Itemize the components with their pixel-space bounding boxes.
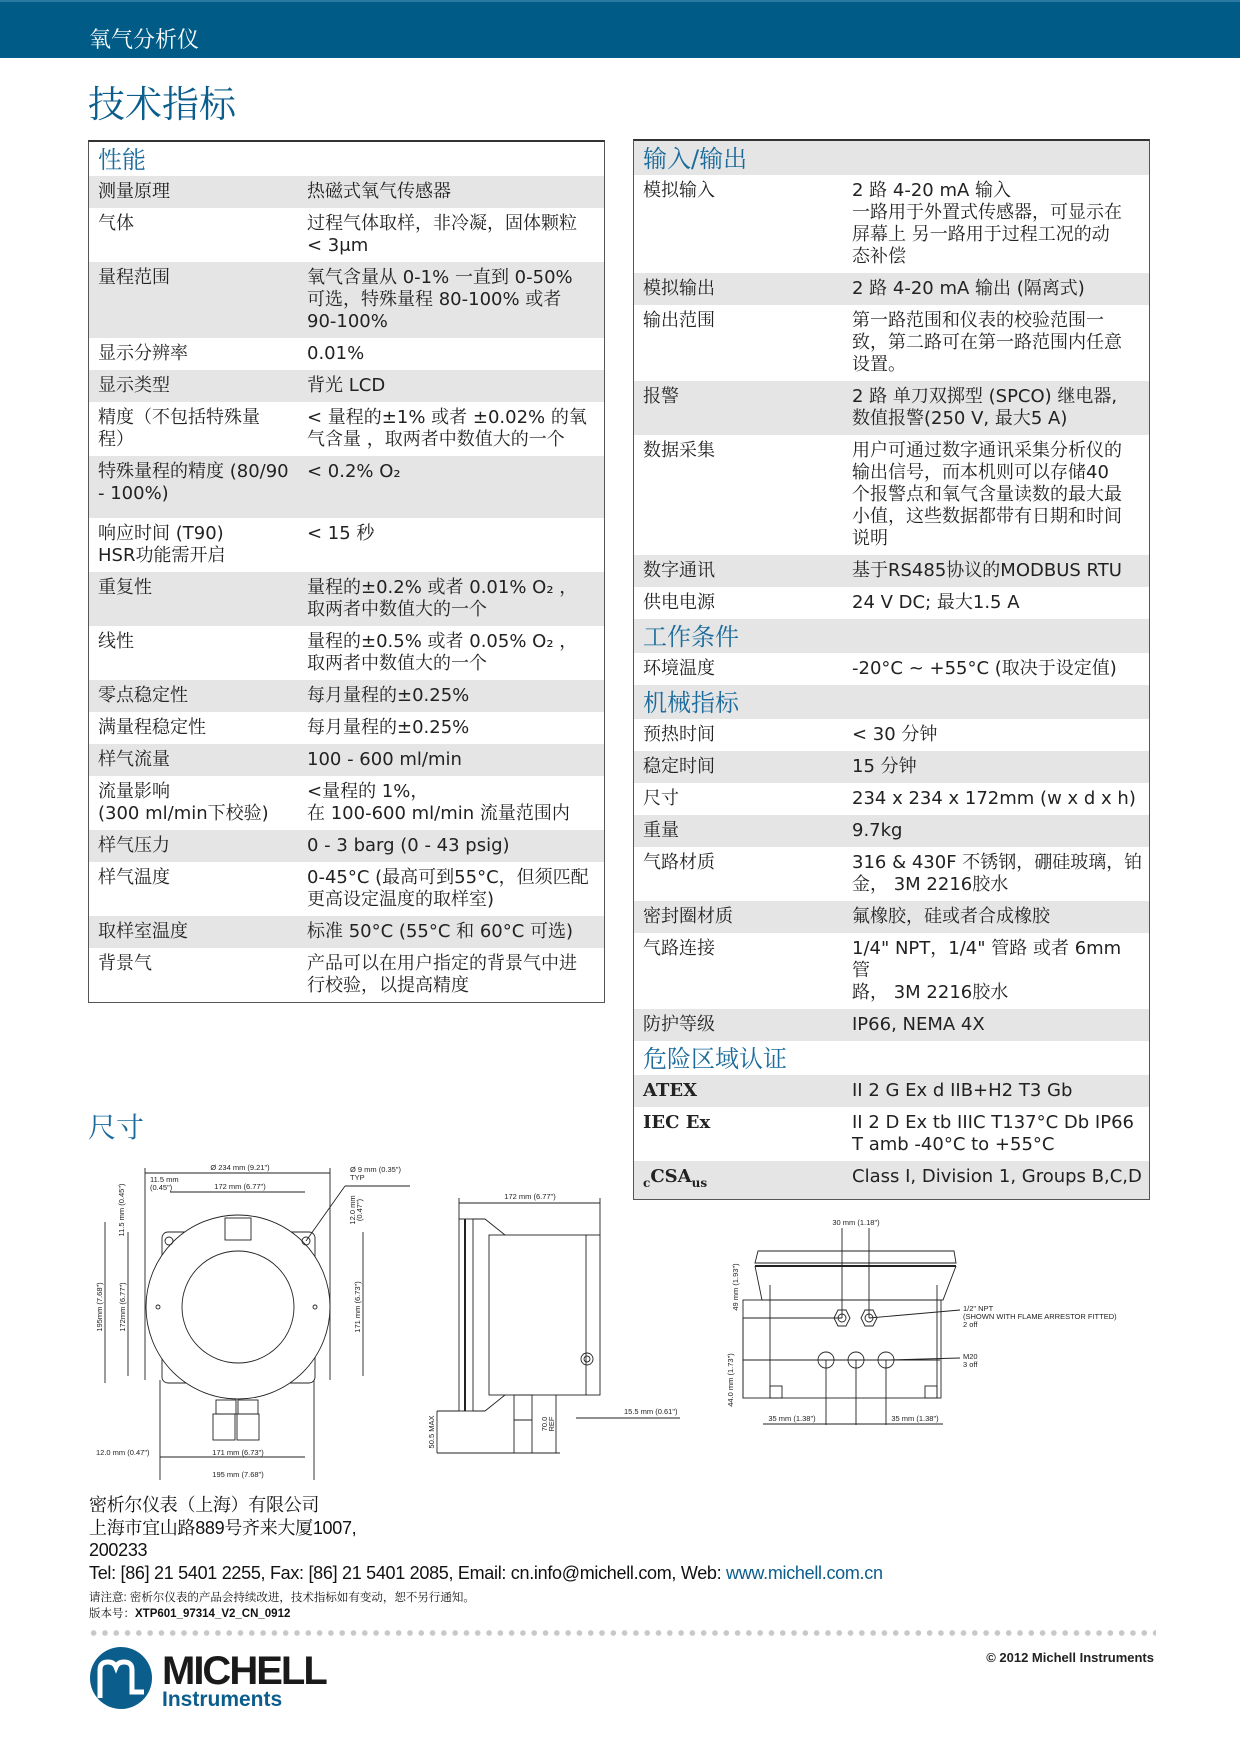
npt-label: 1/2" NPT (963, 1304, 994, 1313)
spec-row (89, 262, 604, 338)
spec-value: 用户可通过数字通讯采集分析仪的 输出信号，而本机则可以存储40 个报警点和氧气含量读数的最大最 小值，这些数据都带有日期和时间 说明 (852, 440, 1122, 549)
spec-row (634, 381, 1149, 435)
spec-value: < 量程的±1% 或者 ±0.02% 的氧 气含量 ，取两者中数值大的一个 (307, 407, 587, 450)
spec-value: 2 路 单刀双掷型 (SPCO) 继电器, 数值报警(250 V, 最大5 A) (852, 386, 1118, 429)
section-heading: 工作条件 (634, 619, 1149, 653)
spec-label: 背景气 (98, 953, 152, 974)
postcode: 200233 (89, 1540, 148, 1560)
dim-hole-label: Ø 9 mm (0.35") (350, 1165, 402, 1174)
logo-subtitle: Instruments (162, 1688, 283, 1711)
bottom-view-labels (726, 1218, 1117, 1423)
spec-label: 样气温度 (98, 867, 170, 888)
spec-value: 100 - 600 ml/min (307, 749, 462, 770)
spec-label: 环境温度 (643, 658, 715, 679)
contact-line (89, 1562, 883, 1585)
spec-row (634, 815, 1149, 847)
spec-value: < 15 秒 (307, 523, 375, 544)
spec-row (89, 948, 604, 1002)
company-name: 密析尔仪表（上海）有限公司 (89, 1495, 320, 1515)
dim-height-195-label: 195mm (7.68") (95, 1282, 104, 1332)
side-depth-label: 15.5 mm (0.61") (624, 1407, 678, 1416)
spec-label: 模拟输出 (643, 278, 715, 299)
dim-bottom-171-label: 171 mm (6.73") (212, 1448, 264, 1457)
spec-value: < 0.2% O₂ (307, 461, 401, 482)
website-link[interactable]: www.michell.com.cn (726, 1562, 883, 1583)
spec-label: 气体 (98, 213, 134, 234)
bottom-view-drawing (743, 1228, 960, 1425)
spec-value: Class I, Division 1, Groups B,C,D (852, 1166, 1142, 1187)
spec-row (89, 572, 604, 626)
spec-row (89, 712, 604, 744)
spec-label: 稳定时间 (643, 756, 715, 777)
spec-label: 样气压力 (98, 835, 170, 856)
spec-row (89, 338, 604, 370)
spec-value: 基于RS485协议的MODBUS RTU (852, 560, 1122, 581)
spec-label: 显示分辨率 (98, 343, 188, 364)
dim-height-171-label: 171 mm (6.73") (353, 1281, 362, 1333)
spec-value: 氟橡胶，硅或者合成橡胶 (852, 906, 1050, 927)
dotted-divider (88, 1630, 1156, 1636)
cert-mark: CSA (650, 1166, 692, 1187)
spec-row (634, 933, 1149, 1009)
spec-row (89, 208, 604, 262)
spec-value: IP66, NEMA 4X (852, 1014, 985, 1035)
spec-row (634, 1075, 1149, 1107)
section-heading: 危险区域认证 (643, 1045, 787, 1073)
spec-value: 1/4" NPT，1/4" 管路 或者 6mm 管 路， 3M 2216胶水 (852, 938, 1122, 1003)
dim-right-offset-label: 12.0 mm (348, 1195, 357, 1225)
page-title: 技术指标 (88, 83, 236, 126)
dim-height-172-label: 172mm (6.77") (118, 1282, 127, 1332)
spec-value: 0-45°C (最高可到55°C，但须匹配 更高设定温度的取样室) (307, 867, 589, 910)
bottom-35-left-label: 35 mm (1.38") (768, 1414, 816, 1423)
spec-label: 防护等级 (643, 1014, 715, 1035)
version-number: XTP601_97314_V2_CN_0912 (135, 1608, 291, 1620)
spec-label: 响应时间 (T90) HSR功能需开启 (98, 523, 226, 566)
section-heading: 机械指标 (634, 685, 1149, 719)
spec-value: 0 - 3 barg (0 - 43 psig) (307, 835, 510, 856)
dim-bottom-offset-label: 12.0 mm (0.47") (96, 1448, 150, 1457)
bottom-height-44-label: 44.0 mm (1.73") (726, 1353, 735, 1407)
spec-row (634, 305, 1149, 381)
npt-note-label: (SHOWN WITH FLAME ARRESTOR FITTED) (963, 1312, 1117, 1321)
spec-row (634, 719, 1149, 751)
section-heading: 输入/输出 (634, 141, 1149, 175)
logo-wordmark: MICHELL (162, 1649, 326, 1693)
spec-label: 模拟输入 (643, 180, 715, 201)
spec-label: 精度（不包括特殊量 程） (98, 407, 260, 450)
spec-value: 316 & 430F 不锈钢，硼硅玻璃，铂 金， 3M 2216胶水 (852, 852, 1143, 895)
spec-row (634, 175, 1149, 273)
spec-label: 气路连接 (643, 938, 715, 959)
spec-value: 0.01% (307, 343, 365, 364)
spec-label: IEC Ex (643, 1112, 711, 1133)
io-mechanical-spec-table (633, 139, 1150, 1200)
spec-row (89, 176, 604, 208)
michell-logo (90, 1646, 350, 1716)
spec-label: 线性 (98, 631, 134, 652)
company-address (89, 1494, 883, 1584)
section-heading: 性能 (98, 146, 146, 174)
spec-row (634, 847, 1149, 901)
side-width-label: 172 mm (6.77") (504, 1192, 556, 1201)
spec-row (89, 776, 604, 830)
spec-value: 每月量程的±0.25% (307, 685, 470, 706)
spec-row (89, 862, 604, 916)
m20-count-label: 3 off (963, 1360, 978, 1369)
spec-label: 特殊量程的精度 (80/90 - 100%) (98, 461, 289, 504)
street-address: 上海市宜山路889号齐来大厦1007, (89, 1517, 357, 1538)
spec-value: -20°C ~ +55°C (取决于设定值) (852, 658, 1117, 679)
spec-value: II 2 D Ex tb IIIC T137°C Db IP66 T amb -40°C to +55°C (852, 1112, 1134, 1155)
spec-label: 数字通讯 (643, 560, 715, 581)
spec-value: 热磁式氧气传感器 (307, 181, 451, 202)
spec-value: 背光 LCD (307, 375, 386, 396)
spec-value: II 2 G Ex d IIB+H2 T3 Gb (852, 1080, 1073, 1101)
spec-label: 显示类型 (98, 375, 170, 396)
spec-label: ATEX (643, 1080, 698, 1101)
spec-value: 量程的±0.2% 或者 0.01% O₂ ， 取两者中数值大的一个 (307, 577, 578, 620)
spec-value: 每月量程的±0.25% (307, 717, 470, 738)
spec-label: 取样室温度 (98, 921, 188, 942)
spec-label: 零点稳定性 (98, 685, 188, 706)
header-bar (0, 0, 1240, 58)
footer-notes (89, 1590, 475, 1622)
spec-value: 2 路 4-20 mA 输入 一路用于外置式传感器，可显示在 屏幕上 另一路用于过程工况的动 态补偿 (852, 180, 1122, 267)
bottom-35-right-label: 35 mm (1.38") (891, 1414, 939, 1423)
m20-label: M20 (963, 1352, 978, 1361)
dim-bottom-195-label: 195 mm (7.68") (212, 1470, 264, 1479)
spec-label: 流量影响 (300 ml/min下校验) (98, 781, 269, 824)
dim-vertical-offset-label: 11.5 mm (0.45") (117, 1183, 126, 1237)
spec-value: 15 分钟 (852, 756, 917, 777)
spec-value: 24 V DC; 最大1.5 A (852, 592, 1020, 613)
cert-suffix: us (691, 1176, 708, 1190)
side-max-label: 50.5 MAX (427, 1415, 436, 1449)
product-name: 氧气分析仪 (89, 28, 200, 53)
spec-label: 满量程稳定性 (98, 717, 206, 738)
spec-row (634, 1009, 1149, 1041)
spec-row (89, 626, 604, 680)
spec-value: <量程的 1%， 在 100-600 ml/min 流量范围内 (307, 781, 570, 824)
dim-diameter-label: Ø 234 mm (9.21") (210, 1163, 270, 1172)
spec-label: 量程范围 (98, 267, 170, 288)
spec-row (634, 587, 1149, 619)
spec-value: 第一路范围和仪表的校验范围一 致，第二路可在第一路范围内任意 设置。 (852, 310, 1122, 375)
spec-row (634, 653, 1149, 685)
spec-label: 输出范围 (643, 310, 715, 331)
spec-row (89, 680, 604, 712)
spec-row (634, 751, 1149, 783)
spec-row (89, 402, 604, 456)
dim-right-offset-inch-label: (0.47") (355, 1198, 364, 1222)
contact-info: Tel: [86] 21 5401 2255, Fax: [86] 21 5401 2085, Email: cn.info@michell.com, Web: (89, 1562, 727, 1583)
bottom-spacing-label: 30 mm (1.18") (832, 1218, 880, 1227)
spec-row (634, 783, 1149, 815)
side-ref-label: 70.0 (540, 1416, 549, 1432)
spec-value: 量程的±0.5% 或者 0.05% O₂ ， 取两者中数值大的一个 (307, 631, 578, 674)
spec-label: 气路材质 (643, 852, 715, 873)
front-view-drawing (105, 1168, 410, 1480)
side-ref-suffix-label: REF (547, 1416, 556, 1432)
copyright: © 2012 Michell Instruments (986, 1650, 1154, 1665)
spec-value: 产品可以在用户指定的背景气中进 行校验，以提高精度 (307, 953, 577, 996)
version-line (89, 1606, 475, 1622)
spec-label: 密封圈材质 (643, 906, 733, 927)
dim-width-label: 172 mm (6.77") (214, 1182, 266, 1191)
spec-value: 2 路 4-20 mA 输出 (隔离式) (852, 278, 1085, 299)
spec-label: 尺寸 (643, 788, 679, 809)
spec-label: 供电电源 (643, 592, 715, 613)
spec-row (89, 456, 604, 518)
spec-row (634, 273, 1149, 305)
cert-prefix: c (643, 1176, 651, 1190)
spec-row (634, 901, 1149, 933)
dim-offset-inch-label: (0.45") (150, 1183, 173, 1192)
spec-row (89, 916, 604, 948)
change-notice: 请注意: 密析尔仪表的产品会持续改进，技术指标如有变动，恕不另行通知。 (89, 1592, 475, 1604)
spec-label: 数据采集 (643, 440, 715, 461)
spec-value: 标准 50°C (55°C 和 60°C 可选) (307, 921, 574, 942)
npt-count-label: 2 off (963, 1320, 978, 1329)
spec-label: 报警 (643, 386, 679, 407)
spec-value: 9.7kg (852, 820, 903, 841)
spec-value: 氧气含量从 0-1% 一直到 0-50% 可选，特殊量程 80-100% 或者 90-100% (307, 267, 573, 332)
spec-row (89, 744, 604, 776)
spec-row (634, 555, 1149, 587)
spec-label: 重复性 (98, 577, 152, 598)
spec-value: 234 x 234 x 172mm (w x d x h) (852, 788, 1136, 809)
spec-value: 过程气体取样，非冷凝，固体颗粒 < 3μm (307, 213, 577, 256)
dim-offset-label: 11.5 mm (150, 1175, 179, 1184)
dimension-drawings (0, 1140, 1240, 1485)
dim-hole-typ-label: TYP (350, 1173, 365, 1182)
version-label: 版本号： (89, 1608, 135, 1620)
spec-row (89, 518, 604, 572)
bottom-height-49-label: 49 mm (1.93") (731, 1263, 740, 1311)
dimensions-heading: 尺寸 (88, 1111, 145, 1144)
spec-value: < 30 分钟 (852, 724, 938, 745)
spec-label: 测量原理 (98, 181, 170, 202)
spec-label: 样气流量 (98, 749, 170, 770)
spec-label: 重量 (643, 820, 679, 841)
spec-row (89, 830, 604, 862)
spec-row (89, 370, 604, 402)
spec-row (634, 435, 1149, 555)
performance-spec-table (88, 140, 605, 1003)
spec-label: 预热时间 (643, 724, 715, 745)
